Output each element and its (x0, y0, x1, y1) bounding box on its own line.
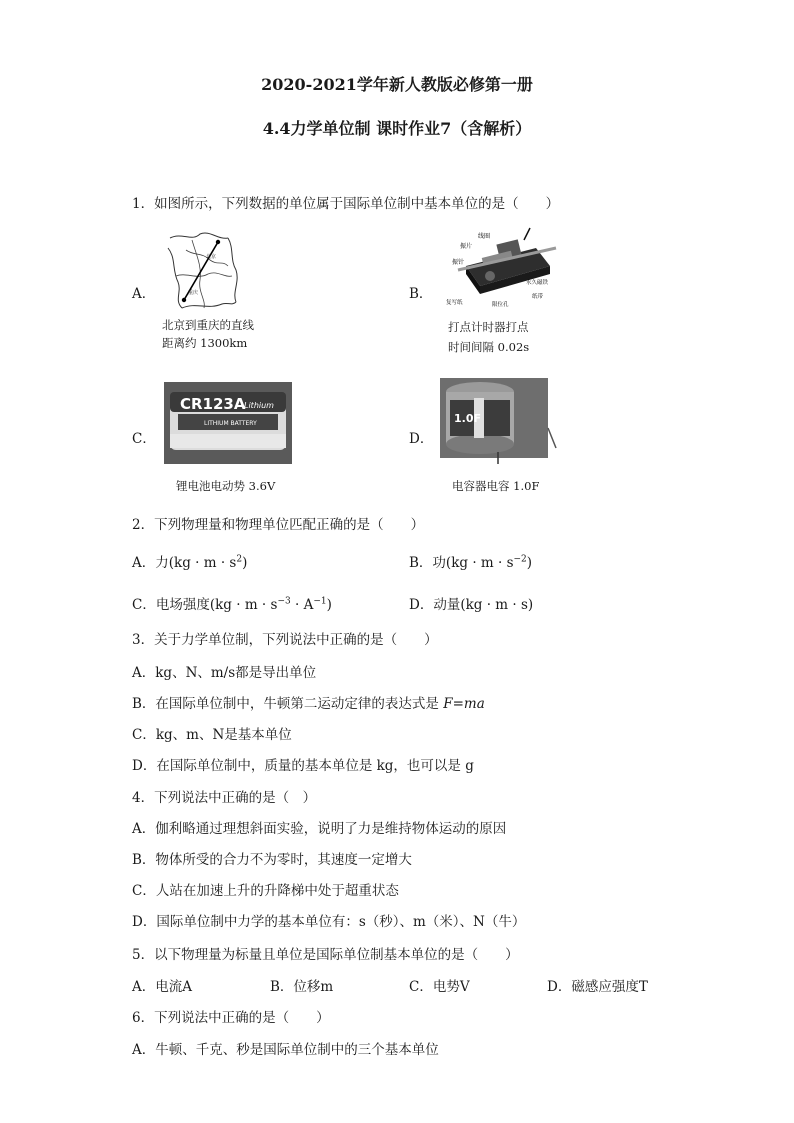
q1-option-b-label: B． (409, 286, 433, 302)
label-magnet: 永久磁铁 (526, 280, 549, 286)
battery-image (164, 382, 292, 464)
q6-option-a: A．牛顿、千克、秒是国际单位制中的三个基本单位 (132, 1042, 439, 1058)
q2-c-exp2: −1 (313, 596, 327, 607)
q4-option-c: C．人站在加速上升的升降梯中处于超重状态 (132, 883, 399, 899)
q5-stem: 5．以下物理量为标量且单位是国际单位制基本单位的是（ ） (132, 947, 519, 963)
q4-stem: 4．下列说法中正确的是（ ） (132, 790, 317, 806)
battery-model-text: CR123A (180, 395, 246, 413)
svg-text:北京: 北京 (206, 254, 217, 260)
document-title: 2020-2021学年新人教版必修第一册 (261, 75, 533, 94)
q2-d-text: D．动量 (409, 597, 461, 613)
label-needle: 振针 (452, 259, 465, 266)
q1-stem: 1．如图所示，下列数据的单位属于国际单位制中基本单位的是（ ） (132, 196, 560, 212)
q5-option-d: D．磁感应强度T (547, 979, 648, 995)
q1-c-caption: 锂电池电动势 3.6V (176, 479, 276, 493)
q2-b-unit: kg · m · s (451, 555, 514, 571)
q3-option-b (132, 692, 485, 712)
q4-option-d: D．国际单位制中力学的基本单位有：s（秒）、m（米）、N（牛） (132, 914, 526, 930)
q2-option-a: A．力$(kg \cdot m \cdot s^2)$ (132, 554, 248, 571)
q3-option-d: D．在国际单位制中，质量的基本单位是 kg，也可以是 g (132, 758, 474, 774)
q2-option-c: C．电场强度$(kg \cdot m \cdot s^{-3} \cdot A^{-1})$ (132, 596, 332, 613)
capacitor-value-text: 1.0F (454, 412, 482, 425)
q1-option-a-label: A． (132, 286, 156, 302)
svg-text:重庆: 重庆 (188, 290, 199, 296)
q3-option-c: C．kg、m、N是基本单位 (132, 727, 292, 743)
q2-c-text: C．电场强度 (132, 597, 210, 613)
q3-b-formula: F=ma (443, 696, 485, 712)
q2-a-text: A．力 (132, 555, 169, 571)
battery-brand-text: Lithium (244, 401, 274, 410)
q1-a-caption-line2: 距离约 1300km (162, 336, 248, 350)
q5-option-b: B．位移m (270, 979, 334, 995)
q1-d-caption: 电容器电容 1.0F (452, 479, 540, 493)
q1-a-caption-line1: 北京到重庆的直线 (162, 318, 254, 332)
q3-stem: 3．关于力学单位制，下列说法中正确的是（ ） (132, 632, 438, 648)
q2-b-exp: −2 (513, 554, 527, 565)
q3-option-a: A．kg、N、m/s都是导出单位 (132, 665, 317, 681)
document-subtitle: 4.4力学单位制 课时作业7（含解析） (262, 119, 532, 138)
label-limit-hole: 限位孔 (492, 302, 509, 308)
q1-option-c-label: C． (132, 431, 156, 447)
q2-stem: 2．下列物理量和物理单位匹配正确的是（ ） (132, 517, 425, 533)
label-carbon-paper: 复写纸 (446, 300, 463, 306)
map-image (162, 230, 242, 312)
label-coil: 线圈 (478, 233, 491, 240)
q2-c-unit1: kg · m · s (215, 597, 278, 613)
q2-d-unit: kg · m · s (465, 597, 528, 613)
q5-option-c: C．电势V (409, 979, 470, 995)
label-vibrating-plate: 振片 (460, 243, 473, 250)
ticker-timer-image (438, 226, 560, 314)
label-paper-tape: 纸带 (532, 294, 544, 300)
q4-option-b: B．物体所受的合力不为零时，其速度一定增大 (132, 852, 412, 868)
battery-sub-text: LITHIUM BATTERY (204, 420, 257, 427)
capacitor-image (440, 378, 558, 466)
q2-option-b: B．功$(kg \cdot m \cdot s^{-2})$ (409, 554, 533, 571)
q2-c-unit2: · A (290, 597, 314, 613)
q1-b-caption-line1: 打点计时器打点 (448, 320, 529, 334)
q6-stem: 6．下列说法中正确的是（ ） (132, 1010, 330, 1026)
q2-a-exp: 2 (236, 554, 243, 565)
q1-b-caption-line2: 时间间隔 0.02s (448, 340, 530, 354)
q3-b-text: B．在国际单位制中，牛顿第二运动定律的表达式是 (132, 696, 439, 712)
q2-b-text: B．功 (409, 555, 446, 571)
q4-option-a: A．伽利略通过理想斜面实验，说明了力是维持物体运动的原因 (132, 821, 507, 837)
q2-c-exp1: −3 (277, 596, 291, 607)
q2-a-unit: kg · m · s (174, 555, 237, 571)
q5-option-a: A．电流A (132, 979, 192, 995)
q2-option-d: D．动量(kg · m · s) (409, 597, 534, 613)
q1-option-d-label: D． (409, 431, 434, 447)
